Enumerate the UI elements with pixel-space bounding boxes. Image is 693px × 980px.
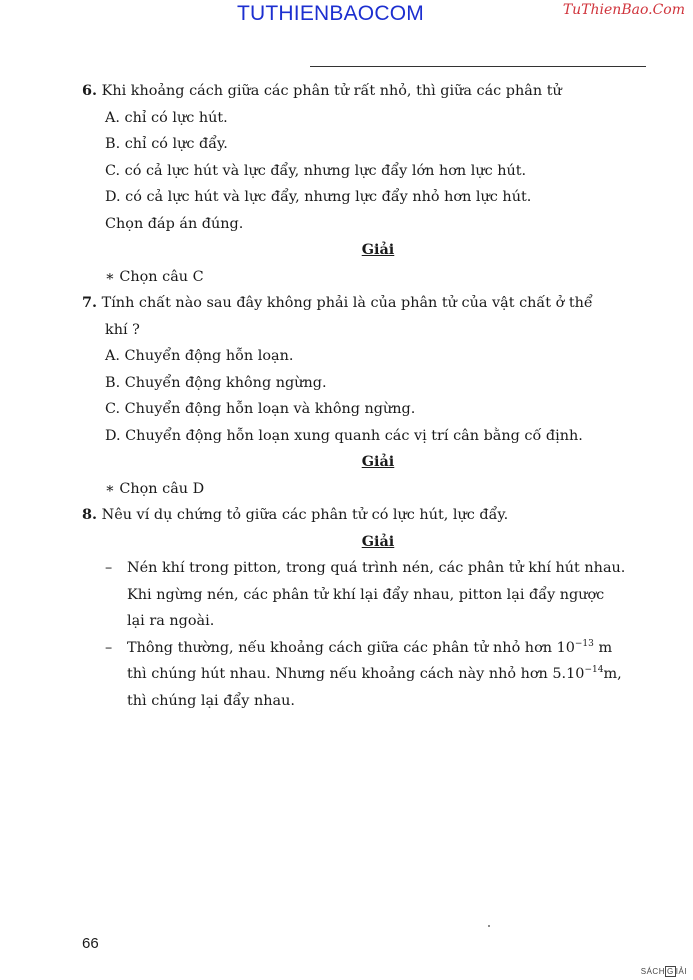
option-c: C. có cả lực hút và lực đẩy, nhưng lực đẩy lớn hơn lực hút. <box>105 162 527 179</box>
option-d: D. có cả lực hút và lực đẩy, nhưng lực đẩy nhỏ hơn lực hút. <box>105 189 532 205</box>
option-a: A. chỉ có lực hút. <box>105 109 228 126</box>
bullet-line: thì chúng hút nhau. Nhưng nếu khoảng cách này nhỏ hơn 5.10 <box>127 666 585 682</box>
bullet-line: thì chúng lại đẩy nhau. <box>127 692 295 709</box>
question-number: 6. <box>82 82 98 99</box>
exponent: −13 <box>574 638 594 649</box>
bullet-dash: – <box>105 639 113 656</box>
page-number: 66 <box>82 935 99 952</box>
header-rule <box>310 66 646 67</box>
unit: m, <box>603 666 622 682</box>
question-number: 7. <box>82 294 98 311</box>
option-d: D. Chuyển động hỗn loạn xung quanh các vị trí cân bằng cố định. <box>105 427 583 444</box>
bullet-line: Nén khí trong pitton, trong quá trình nén, các phân tử khí hút nhau. <box>127 560 626 576</box>
bullet-dash: – <box>105 560 113 576</box>
page-content <box>82 78 644 714</box>
question-text: Khi khoảng cách giữa các phân tử rất nhỏ, thì giữa các phân tử <box>101 83 562 99</box>
solution-heading: Giải <box>361 532 395 550</box>
footer-logo <box>641 967 687 976</box>
site-title: TUTHIENBAOCOM <box>237 2 424 25</box>
question-text: Nêu ví dụ chứng tỏ giữa các phân tử có lực hút, lực đẩy. <box>101 507 509 523</box>
unit: m <box>593 639 613 656</box>
bullet-text <box>127 555 644 635</box>
footer-logo-box: G <box>666 967 674 976</box>
bullet-text <box>127 635 644 715</box>
option-b: B. chỉ có lực đẩy. <box>105 136 228 152</box>
exponent: −14 <box>584 665 604 675</box>
option-c: C. Chuyển động hỗn loạn và không ngừng. <box>105 401 416 417</box>
footer-logo-prefix: SÁCH <box>640 967 665 976</box>
instruction: Chọn đáp án đúng. <box>105 215 244 232</box>
footer-logo-suffix: IẢI <box>675 967 687 976</box>
answer: ∗ Chọn câu D <box>105 480 205 497</box>
question-number: 8. <box>82 506 98 523</box>
question-text-continued: khí ? <box>105 321 140 338</box>
speck <box>488 925 490 927</box>
solution-heading: Giải <box>361 453 395 470</box>
solution-heading: Giải <box>361 241 395 258</box>
bullet-line: Thông thường, nếu khoảng cách giữa các phân tử nhỏ hơn 10 <box>127 639 575 656</box>
solution-bullet <box>105 555 644 635</box>
question-7 <box>82 290 644 317</box>
question-text: Tính chất nào sau đây không phải là của phân tử của vật chất ở thể <box>101 295 593 311</box>
bullet-line: lại ra ngoài. <box>127 613 215 629</box>
question-6 <box>82 78 644 105</box>
solution-bullet <box>105 635 644 715</box>
option-b: B. Chuyển động không ngừng. <box>105 374 327 391</box>
answer: ∗ Chọn câu C <box>105 268 204 285</box>
bullet-line: Khi ngừng nén, các phân tử khí lại đẩy nhau, pitton lại đẩy ngược <box>127 586 605 603</box>
corner-logo: TuThienBao.Com <box>562 2 685 18</box>
option-a: A. Chuyển động hỗn loạn. <box>105 348 294 364</box>
question-8 <box>82 502 644 529</box>
